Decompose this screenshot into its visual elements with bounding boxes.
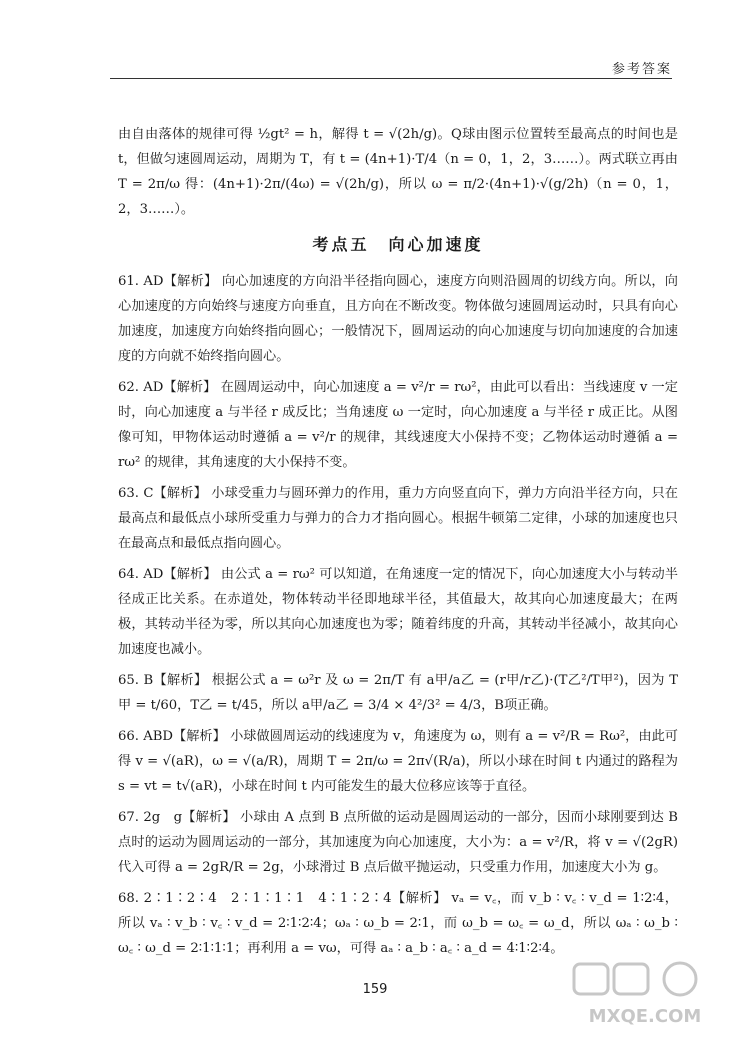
header-label: 参考答案 — [611, 62, 672, 77]
section-title: 考点五 向心加速度 — [312, 235, 484, 254]
answer-64: 64. AD【解析】 由公式 a = rω² 可以知道，在角速度一定的情况下，向心加速度大小与转动半径成正比关系。在赤道处，物体转动半径即地球半径，其值最大，故其向心加速度最大；在两极，其转动半径为零，所以其向心加速度也为零；随着纬度的升高，其转动半径减小，故其向心加速度也减小。 — [118, 567, 678, 657]
page-content — [118, 122, 678, 967]
answer-62: 62. AD【解析】 在圆周运动中，向心加速度 a = v²/r = rω²，由此可以看出：当线速度 v 一定时，向心加速度 a 与半径 r 成反比；当角速度 ω 一定时，向心加速度 a 与半径 r 成正比。从图像可知，甲物体运动时遵循 a = v²/r 的规律，其线速度大小保持不变；乙物体运动时遵循 a = rω² 的规律，其角速度的大小保持不变。 — [118, 380, 678, 470]
answer-68: 68. 2∶1∶2∶4 2∶1∶1∶1 4∶1∶2∶4【解析】 vₐ = v꜀，而 v_b ∶ v꜀ ∶ v_d = 1∶2∶4，所以 vₐ ∶ v_b ∶ v꜀ ∶ v_d = 2∶1∶2∶4；ωₐ ∶ ω_b = 2∶1，而 ω_b = ω꜀ = ω_d，所以 ωₐ ∶ ω_b ∶ ω꜀ ∶ ω_d = 2∶1∶1∶1；再利用 a = vω，可得 aₐ ∶ a_b ∶ a꜀ ∶ a_d = 4∶1∶2∶4。 — [118, 891, 678, 956]
header-rule — [110, 78, 672, 79]
answer-66: 66. ABD【解析】 小球做圆周运动的线速度为 v，角速度为 ω，则有 a = v²/R = Rω²，由此可得 v = √(aR)，ω = √(a/R)，周期 T = 2π/ω = 2π√(R/a)，所以小球在时间 t 内通过的路程为 s = vt = t√(aR)，小球在时间 t 内可能发生的最大位移应该等于直径。 — [118, 729, 678, 794]
answer-67: 67. 2g g【解析】 小球由 A 点到 B 点所做的运动是圆周运动的一部分，因而小球刚要到达 B 点时的运动为圆周运动的一部分，其加速度为向心加速度，大小为：a = v²/R，将 v = √(2gR) 代入可得 a = 2gR/R = 2g，小球滑过 B 点后做平抛运动，只受重力作用，加速度大小为 g。 — [118, 810, 678, 875]
answer-65: 65. B【解析】 根据公式 a = ω²r 及 ω = 2π/T 有 a甲/a乙 = (r甲/r乙)·(T乙²/T甲²)，因为 T甲 = t/60，T乙 = t/45，所以 a甲/a乙 = 3/4 × 4²/3² = 4/3，B项正确。 — [118, 673, 678, 713]
answer-61: 61. AD【解析】 向心加速度的方向沿半径指向圆心，速度方向则沿圆周的切线方向。所以，向心加速度的方向始终与速度方向垂直，且方向在不断改变。物体做匀速圆周运动时，只具有向心加速度，加速度方向始终指向圆心；一般情况下，圆周运动的向心加速度与切向加速度的合加速度的方向就不始终指向圆心。 — [118, 274, 678, 364]
page-number: 159 — [362, 982, 388, 997]
watermark-logo — [570, 960, 720, 1030]
answer-63: 63. C【解析】 小球受重力与圆环弹力的作用，重力方向竖直向下，弹力方向沿半径方向，只在最高点和最低点小球所受重力与弹力的合力才指向圆心。根据牛顿第二定律，小球的加速度也只在最高点和最低点指向圆心。 — [118, 486, 678, 551]
watermark-text: MXQE.COM — [588, 1006, 702, 1027]
intro-paragraph: 由自由落体的规律可得 ½gt² = h，解得 t = √(2h/g)。Q球由图示位置转至最高点的时间也是 t，但做匀速圆周运动，周期为 T，有 t = (4n+1)·T/4（n = 0，1，2，3……）。两式联立再由 T = 2π/ω 得：(4n+1)·2π/(4ω) = √(2h/g)，所以 ω = π/2·(4n+1)·√(g/2h)（n = 0，1，2，3……）。 — [118, 127, 678, 217]
